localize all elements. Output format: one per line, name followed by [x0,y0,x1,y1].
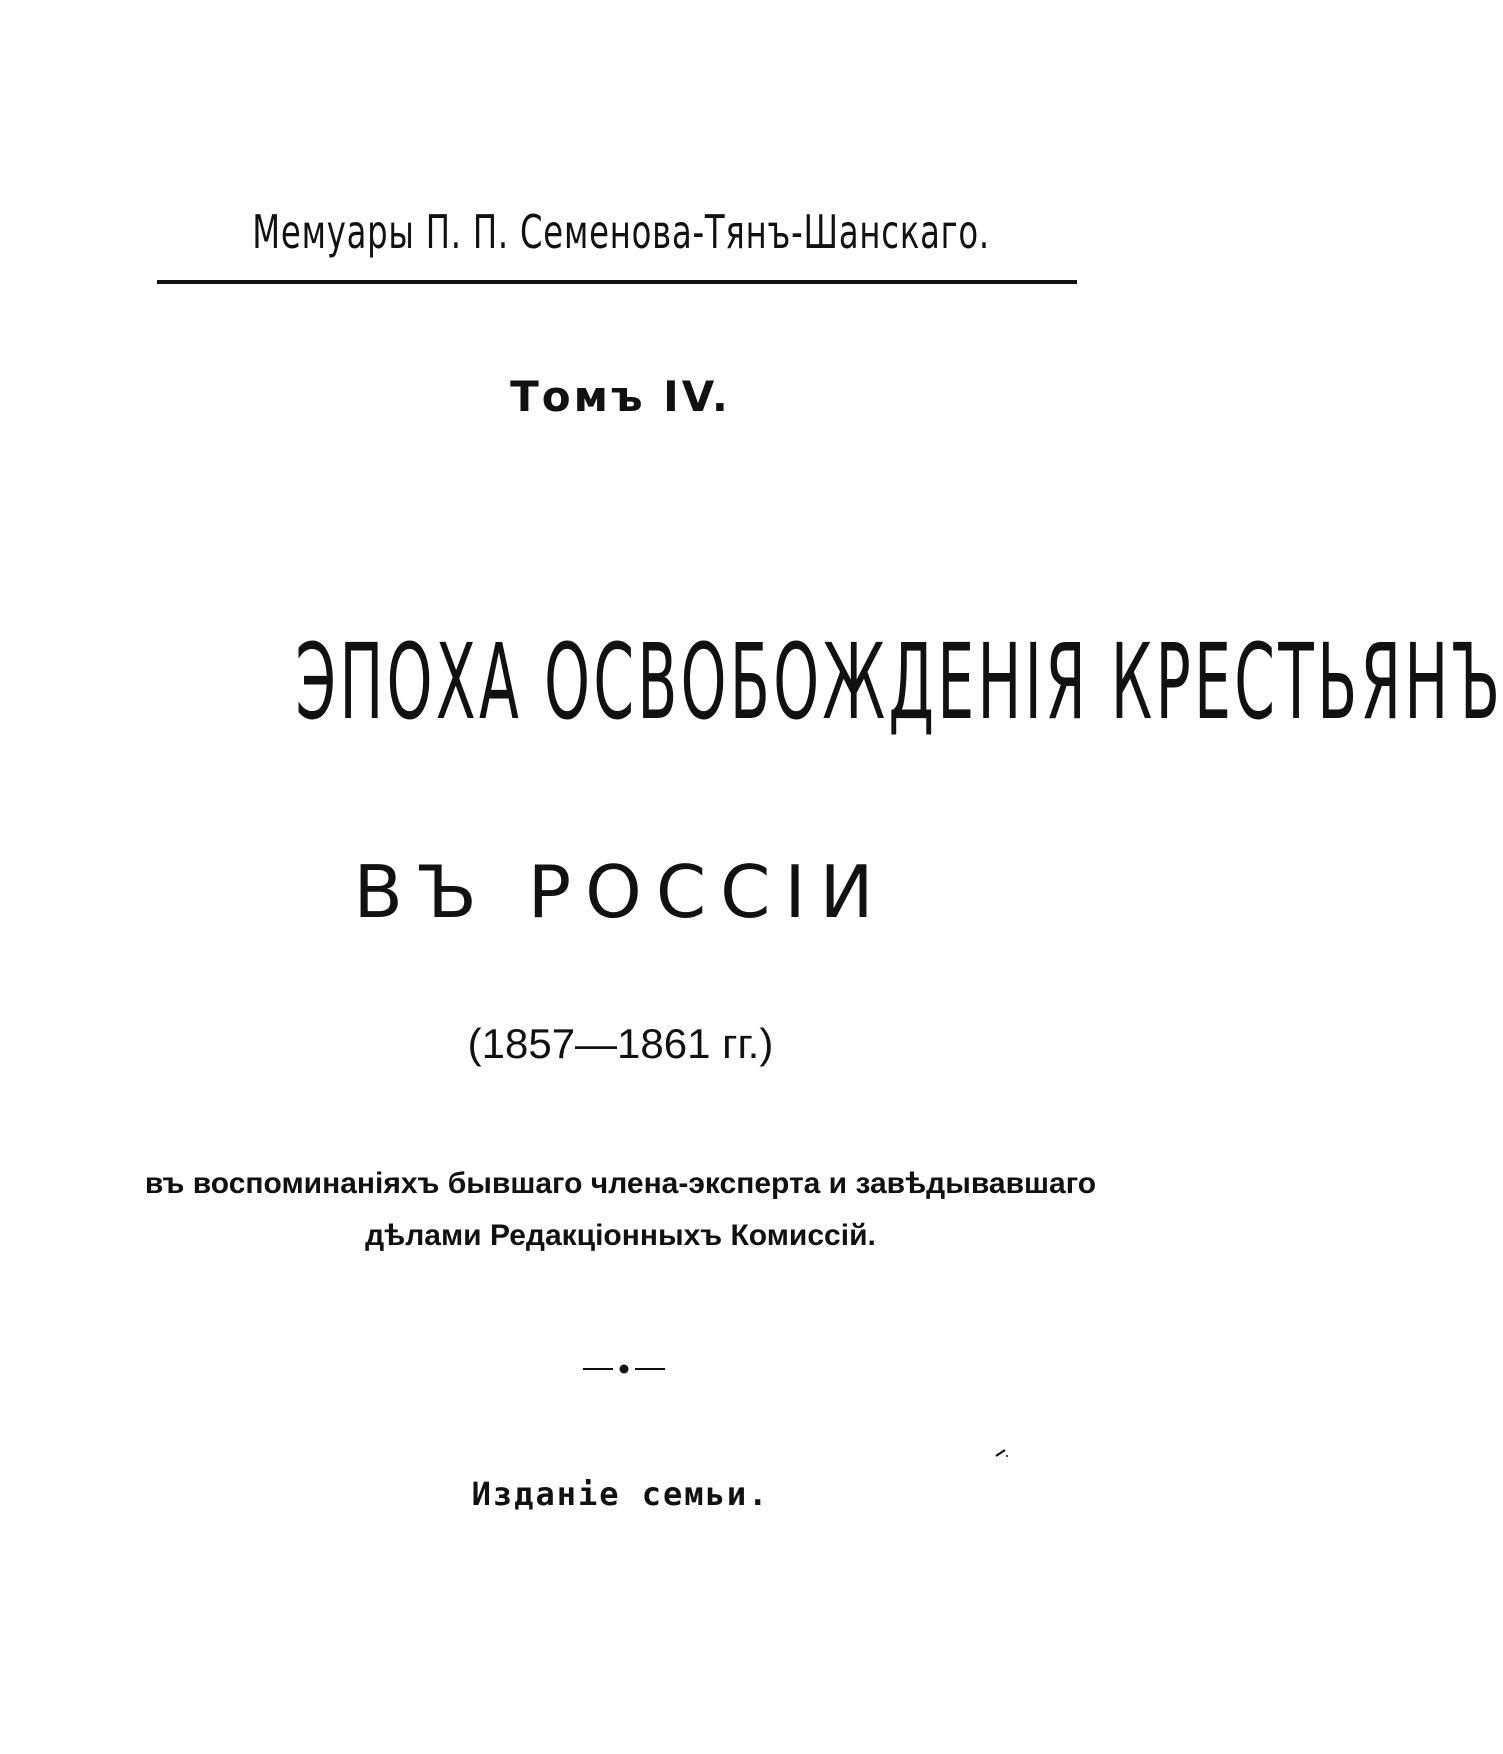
publisher-note: Изданіе семьи. [471,1475,770,1513]
author-description-line-2: дѣлами Редакціонныхъ Комиссій. [365,1219,876,1252]
ink-speck [995,1448,1009,1458]
series-title: Мемуары П. П. Семенова-Тянъ-Шанскаго. [252,205,990,259]
main-subtitle: ВЪ РОССІИ [353,850,888,934]
volume-number: Томъ IV. [510,372,731,421]
main-title: ЭПОХА ОСВОБОЖДЕНІЯ КРЕСТЬЯНЪ [295,621,1503,743]
date-range: (1857—1861 гг.) [467,1020,774,1067]
author-description-line-1: въ воспоминаніяхъ бывшаго члена-эксперта и завѣдывавшаго [144,1167,1097,1200]
author-description [0,1158,1241,1262]
series-divider [157,280,1077,284]
dash-dot-dash-ornament-icon [583,1362,665,1376]
